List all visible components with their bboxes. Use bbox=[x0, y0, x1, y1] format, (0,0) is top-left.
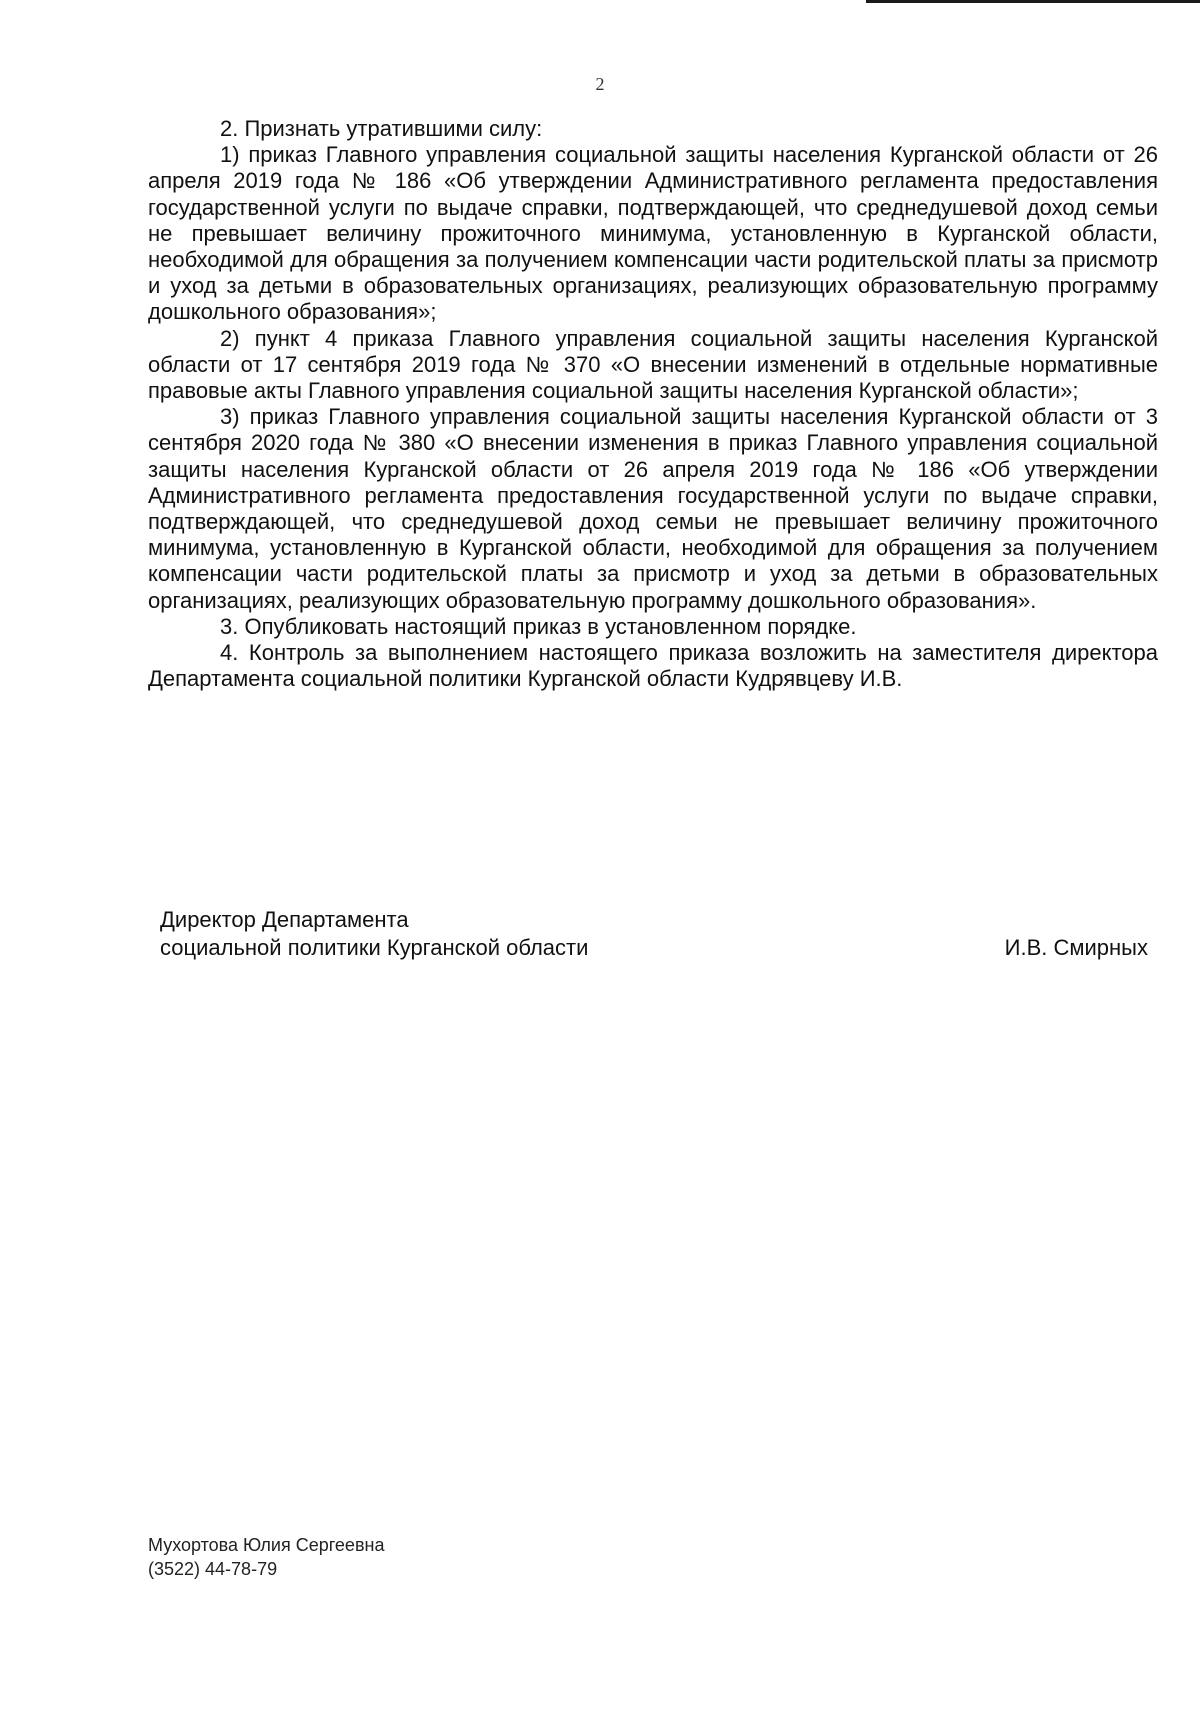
document-body bbox=[148, 116, 1158, 692]
paragraph-publish: 3. Опубликовать настоящий приказ в установленном порядке. bbox=[220, 613, 857, 639]
signature-block bbox=[160, 906, 1148, 962]
paragraph-repeal-heading: 2. Признать утратившими силу: bbox=[220, 116, 543, 141]
paragraph-repeal-item-1: 1) приказ Главного управления социальной защиты населения Курганской области от 26 апреля 2019 года № 186 «Об утверждении Административного регламента предоставления государственной услуги по выдаче справки, подтверждающей, что среднедушевой доход семьи не превышает величину прожиточного минимума, установленную в Курганской области, необходимой для обращения за получением компенсации части родительской платы за присмотр и уход за детьми в образовательных организациях, реализующих образовательную программу дошкольного образования»; bbox=[148, 142, 1158, 325]
executor-footer bbox=[148, 1533, 384, 1581]
signatory-title-line-2: социальной политики Курганской области bbox=[160, 935, 589, 960]
paragraph-repeal-item-3: 3) приказ Главного управления социальной защиты населения Курганской области от 3 сентября 2020 года № 380 «О внесении изменения в приказ Главного управления социальной защиты населения Курганской области от 26 апреля 2019 года № 186 «Об утверждении Административного регламента предоставления государственной услуги по выдаче справки, подтверждающей, что среднедушевой доход семьи не превышает величину прожиточного минимума, установленную в Курганской области, необходимой для обращения за получением компенсации части родительской платы за присмотр и уход за детьми в образовательных организациях, реализующих образовательную программу дошкольного образования». bbox=[148, 404, 1158, 613]
executor-phone: (3522) 44-78-79 bbox=[148, 1559, 278, 1579]
scan-edge-mark bbox=[866, 0, 1200, 3]
signatory-name: И.В. Смирных bbox=[1004, 935, 1148, 960]
paragraph-repeal-item-2: 2) пункт 4 приказа Главного управления социальной защиты населения Курганской области от 17 сентября 2019 года № 370 «О внесении изменений в отдельные нормативные правовые акты Главного управления социальной защиты населения Курганской области»; bbox=[148, 325, 1158, 404]
paragraph-control: 4. Контроль за выполнением настоящего приказа возложить на заместителя директора Департамента социальной политики Курганской области Кудрявцеву И.В. bbox=[148, 640, 1158, 692]
signatory-title-line-1: Директор Департамента bbox=[160, 907, 409, 932]
executor-name: Мухортова Юлия Сергеевна bbox=[148, 1535, 385, 1555]
page-number: 2 bbox=[595, 74, 605, 94]
